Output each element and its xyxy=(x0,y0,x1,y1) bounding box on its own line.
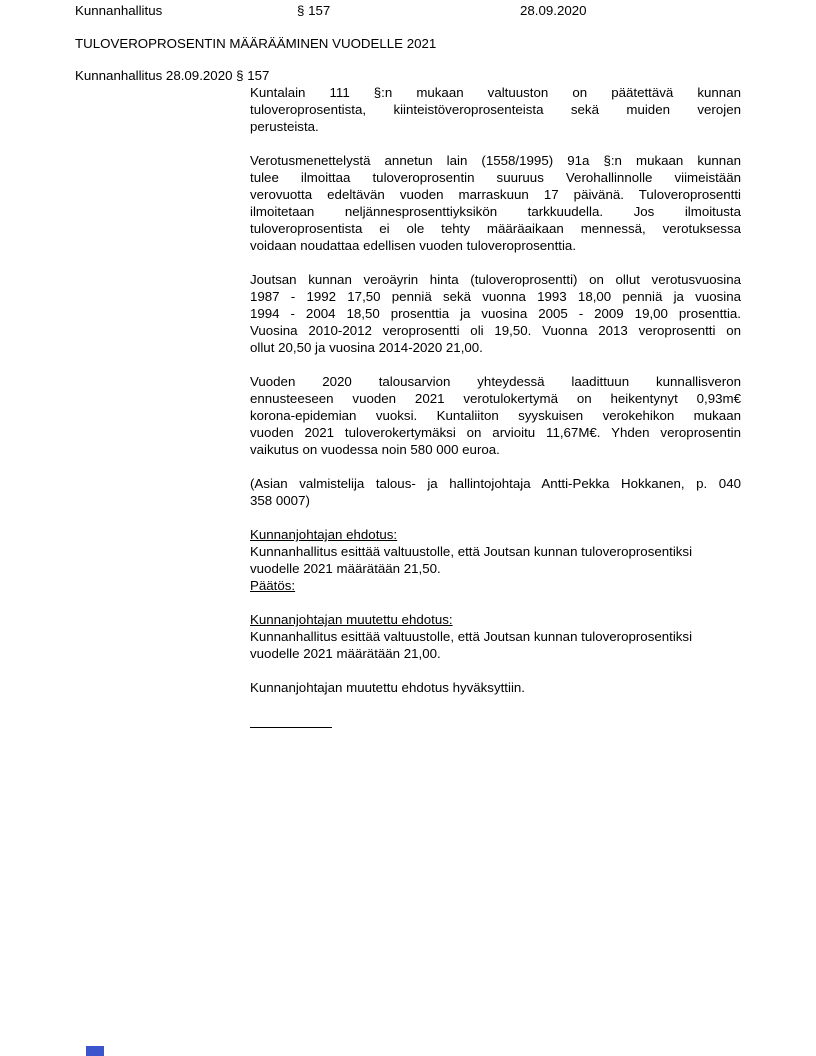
document-title: TULOVEROPROSENTIN MÄÄRÄÄMINEN VUODELLE 2021 xyxy=(75,36,437,51)
header-date: 28.09.2020 xyxy=(520,3,587,18)
text-line: vuoden 2021 tuloverokertymäksi on arvioitu 11,67M€. Yhden veroprosentin xyxy=(250,425,741,440)
text-line: 1994 - 2004 18,50 prosenttia ja vuosina 2005 - 2009 19,00 prosenttia. xyxy=(250,306,741,321)
modified-proposal-block xyxy=(250,611,741,662)
text-line: korona-epidemian vuoksi. Kuntaliiton syyskuisen verokehikon mukaan xyxy=(250,408,741,423)
decision-heading: Päätös: xyxy=(250,578,296,593)
paragraph-preparer-contact xyxy=(250,475,741,509)
text-line: tulee ilmoittaa tuloveroprosentin suuruus Verohallinnolle viimeistään xyxy=(250,170,741,185)
page-corner-marker xyxy=(86,1046,104,1056)
text-line: Kuntalain 111 §:n mukaan valtuuston on päätettävä kunnan xyxy=(250,85,741,100)
header-section-number: § 157 xyxy=(297,3,331,18)
text-line: 1987 - 1992 17,50 penniä sekä vuonna 1993 18,00 penniä ja vuosina xyxy=(250,289,741,304)
body-text-column xyxy=(250,84,741,728)
text-line: Kunnanhallitus esittää valtuustolle, että Joutsan kunnan tuloveroprosentiksi xyxy=(250,544,693,559)
resolution-block xyxy=(250,679,741,696)
text-line: tuloveroprosentista, kiinteistöveroprosenteista sekä muiden verojen xyxy=(250,102,741,117)
text-line: (Asian valmistelija talous- ja hallintojohtaja Antti-Pekka Hokkanen, p. 040 xyxy=(250,476,741,491)
text-line: vuodelle 2021 määrätään 21,00. xyxy=(250,646,441,661)
paragraph-legal-basis xyxy=(250,84,741,135)
proposal-block xyxy=(250,526,741,594)
text-line: voidaan noudattaa edellisen vuoden tuloveroprosenttia. xyxy=(250,238,577,253)
text-line: 358 0007) xyxy=(250,493,310,508)
proposal-heading: Kunnanjohtajan ehdotus: xyxy=(250,527,398,542)
text-line: verovuotta edeltävän vuoden marraskuun 17 päivänä. Tuloveroprosentti xyxy=(250,187,741,202)
text-line: tuloveroprosentista ei ole tehty määräaikaan mennessä, verotuksessa xyxy=(250,221,741,236)
paragraph-notification-rules xyxy=(250,152,741,254)
signature-rule-line xyxy=(250,727,332,728)
header-committee: Kunnanhallitus xyxy=(75,3,163,18)
text-line: ollut 20,50 ja vuosina 2014-2020 21,00. xyxy=(250,340,483,355)
text-line: Kunnanhallitus esittää valtuustolle, että Joutsan kunnan tuloveroprosentiksi xyxy=(250,629,693,644)
text-line: vuodelle 2021 määrätään 21,50. xyxy=(250,561,441,576)
paragraph-tax-history xyxy=(250,271,741,356)
text-line: Vuosina 2010-2012 veroprosentti oli 19,50. Vuonna 2013 veroprosentti on xyxy=(250,323,741,338)
resolution-text: Kunnanjohtajan muutettu ehdotus hyväksyttiin. xyxy=(250,680,525,695)
text-line: Vuoden 2020 talousarvion yhteydessä laadittuun kunnallisveron xyxy=(250,374,741,389)
text-line: perusteista. xyxy=(250,119,319,134)
paragraph-revenue-forecast xyxy=(250,373,741,458)
text-line: ennusteeseen vuoden 2021 verotulokertymä on heikentynyt 0,93m€ xyxy=(250,391,741,406)
section-heading: Kunnanhallitus 28.09.2020 § 157 xyxy=(75,68,270,83)
text-line: vaikutus on vuodessa noin 580 000 euroa. xyxy=(250,442,500,457)
modified-proposal-heading: Kunnanjohtajan muutettu ehdotus: xyxy=(250,612,453,627)
text-line: Verotusmenettelystä annetun lain (1558/1995) 91a §:n mukaan kunnan xyxy=(250,153,741,168)
text-line: Joutsan kunnan veroäyrin hinta (tuloveroprosentti) on ollut verotusvuosina xyxy=(250,272,741,287)
text-line: ilmoitetaan neljännesprosenttiyksikön tarkkuudella. Jos ilmoitusta xyxy=(250,204,741,219)
